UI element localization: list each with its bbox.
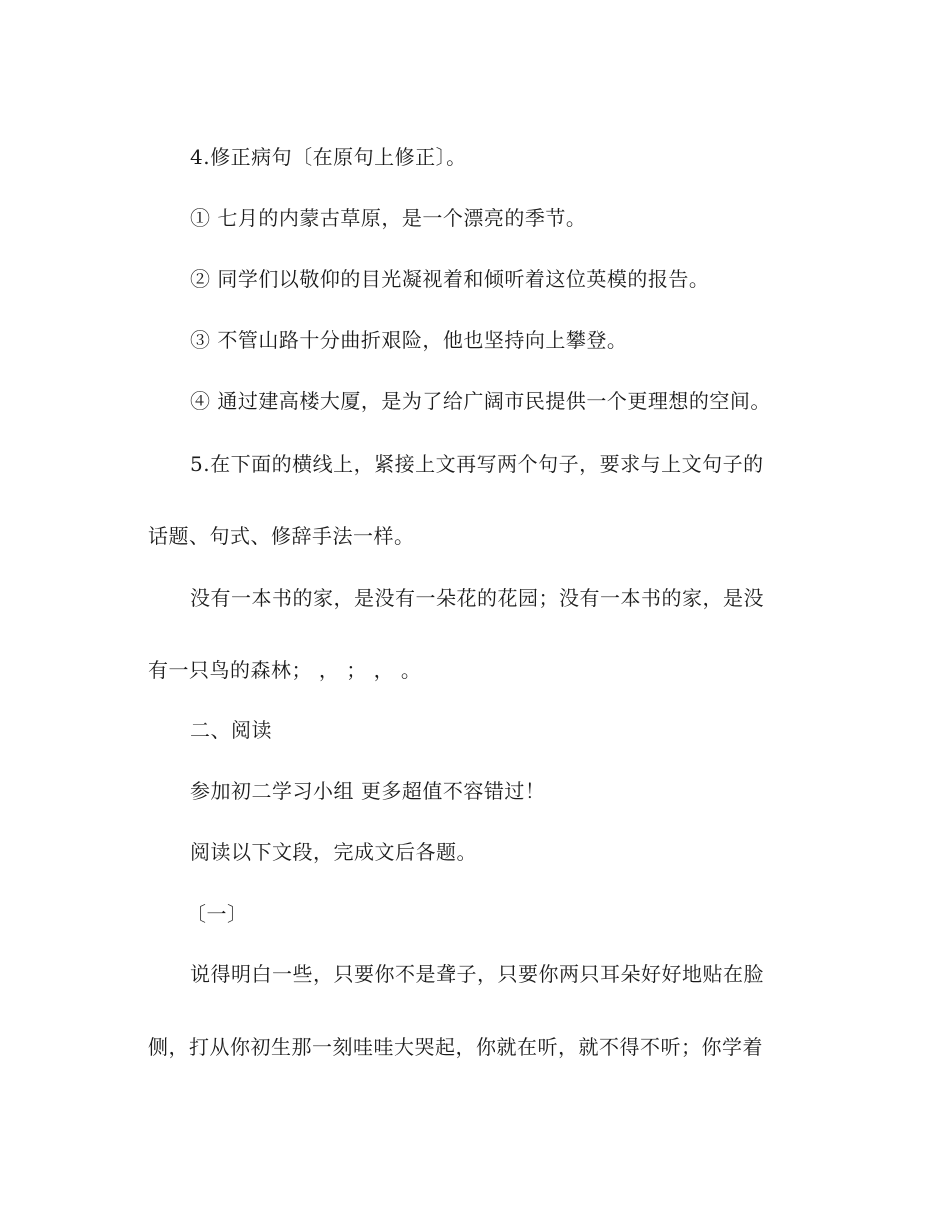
- passage-line-2: 侧，打从你初生那一刻哇哇大哭起，你就在听，就不得不听；你学着: [148, 1035, 763, 1059]
- question-5-line-1: 5.在下面的横线上，紧接上文再写两个句子，要求与上文句子的: [190, 452, 764, 476]
- question-4-item-1: ① 七月的内蒙古草原，是一个漂亮的季节。: [190, 206, 587, 230]
- question-4-item-4: ④ 通过建高楼大厦，是为了给广阔市民提供一个更理想的空间。: [190, 389, 771, 413]
- section-title-reading: 二、阅读: [190, 718, 272, 742]
- part-label: 〔一〕: [186, 902, 248, 926]
- question-5-example-line-2: 有一只鸟的森林； ， ； ， 。: [148, 658, 422, 682]
- question-5-line-2: 话题、句式、修辞手法一样。: [148, 524, 415, 548]
- question-4-title: 4.修正病句〔在原句上修正〕。: [190, 145, 467, 169]
- promo-text: 参加初二学习小组 更多超值不容错过！: [190, 779, 546, 803]
- question-4-item-3: ③ 不管山路十分曲折艰险，他也坚持向上攀登。: [190, 328, 628, 352]
- reading-instruction: 阅读以下文段，完成文后各题。: [190, 840, 477, 864]
- question-5-example-line-1: 没有一本书的家，是没有一朵花的花园；没有一本书的家，是没: [190, 586, 764, 610]
- passage-line-1: 说得明白一些，只要你不是聋子，只要你两只耳朵好好地贴在脸: [190, 962, 764, 986]
- question-4-item-2: ② 同学们以敬仰的目光凝视着和倾听着这位英模的报告。: [190, 267, 710, 291]
